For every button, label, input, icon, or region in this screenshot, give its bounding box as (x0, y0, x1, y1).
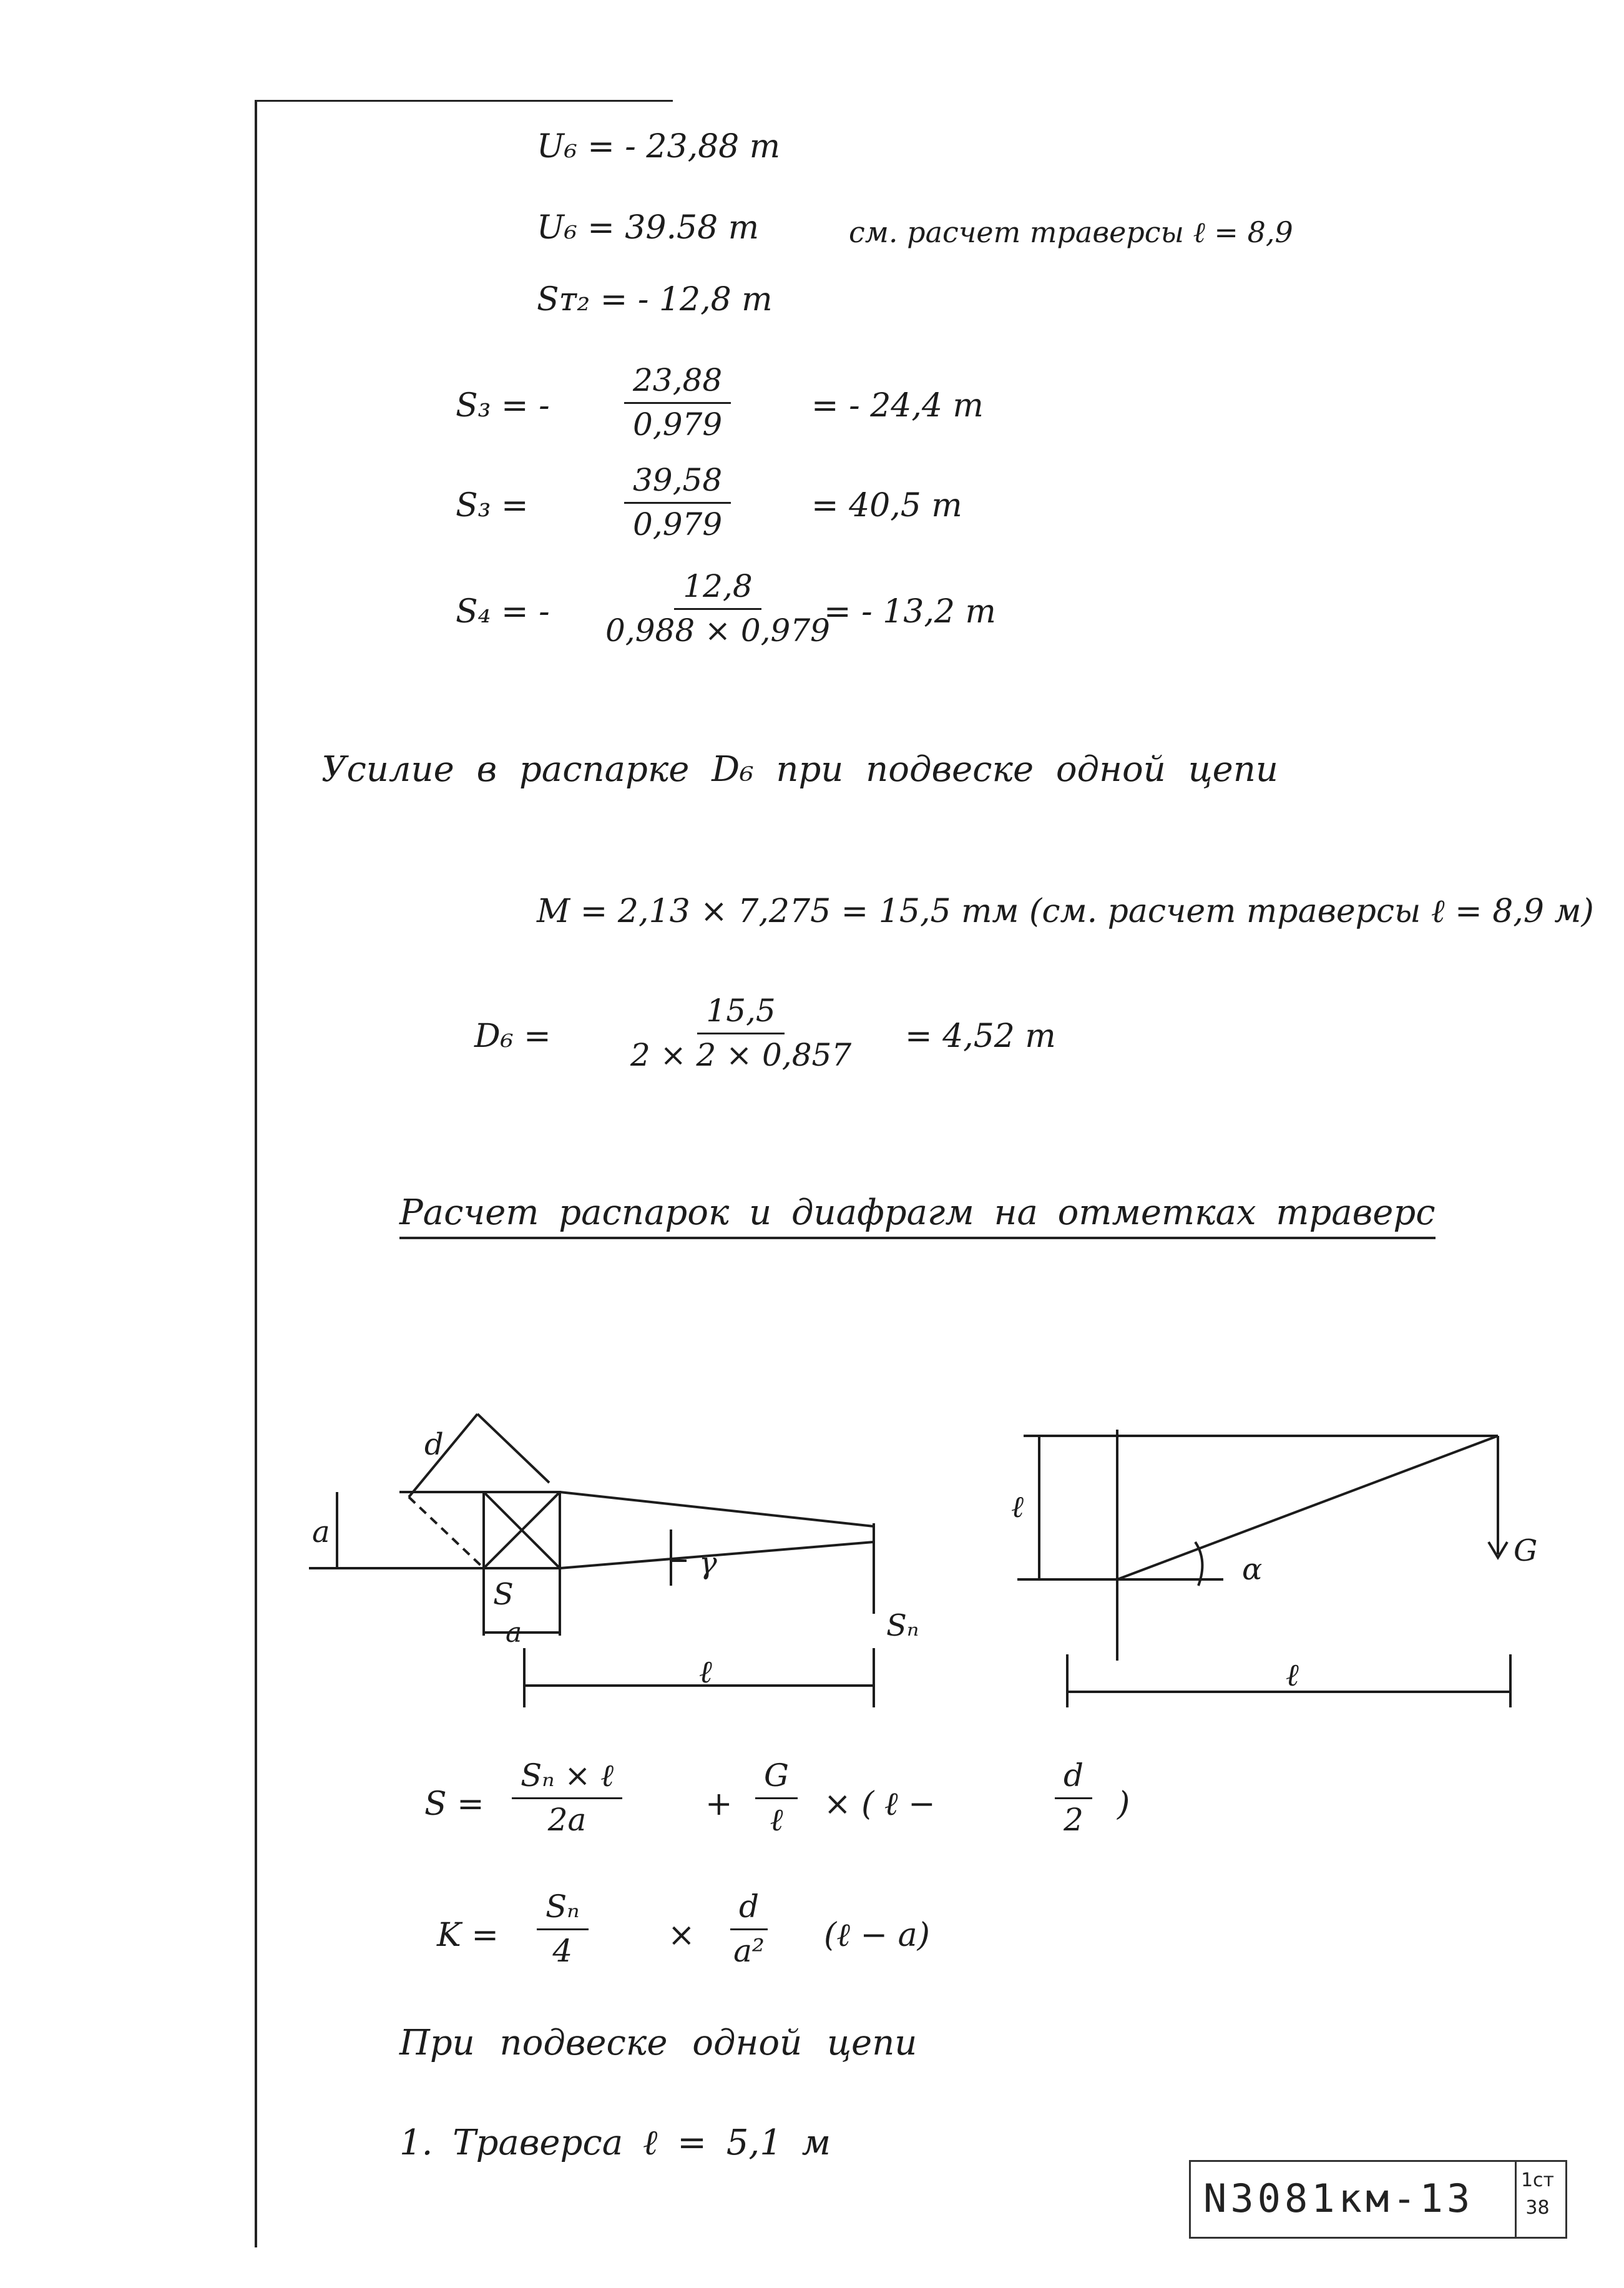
formula-s-frac2-num: G (755, 1757, 798, 1799)
formula-k-frac2-den: a² (733, 1933, 765, 1969)
formula-s-plus: + (705, 1785, 733, 1823)
stamp-number: N3081км-13 (1203, 2176, 1474, 2221)
d6-rhs: = 4,52 т (905, 1018, 1056, 1055)
formula-s-frac3-num: d (1055, 1757, 1092, 1799)
s3b-lhs: S₃ = (456, 487, 529, 524)
formula-k-frac2-num: d (730, 1888, 768, 1930)
label-b: ℓ (1011, 1490, 1024, 1525)
label-l2: ℓ (1286, 1657, 1299, 1693)
dim-d-dashed (409, 1497, 484, 1568)
d6-denominator: 2 × 2 × 0,857 (630, 1037, 852, 1073)
left-diagram-labels (312, 1427, 919, 1690)
line-u6-positive: U₆ = 39.58 т (537, 209, 760, 247)
dim-d-line (477, 1414, 549, 1483)
item-traverse: 1. Траверса ℓ = 5,1 м (399, 2123, 831, 2163)
formula-s-frac1-den: 2a (547, 1802, 587, 1838)
s3b-numerator: 39,58 (624, 462, 731, 504)
formula-k-frac1-num: Sₙ (537, 1888, 589, 1930)
label-sn: Sₙ (886, 1608, 919, 1643)
section-heading: Расчет распарок и диафрагм на отметках траверс (399, 1192, 1436, 1239)
label-g: G (1514, 1533, 1538, 1568)
formula-k-times: × (668, 1917, 695, 1954)
left-diagram (309, 1414, 874, 1707)
label-a-vertical: a (312, 1515, 330, 1549)
sentence-one-chain: При подвеске одной цепи (399, 2023, 917, 2063)
formula-k-lhs: K = (437, 1917, 499, 1954)
label-a: a (506, 1617, 522, 1649)
formula-s-frac3-den: 2 (1064, 1802, 1083, 1838)
formula-k-frac1 (537, 1888, 589, 1969)
stamp-divider (1515, 2162, 1517, 2237)
formula-s-mid: × ( ℓ − (824, 1785, 936, 1823)
s4-numerator: 12,8 (674, 568, 761, 610)
formula-k-frac2 (730, 1888, 768, 1969)
formula-s-frac2-den: ℓ (770, 1802, 783, 1838)
stamp-page (1521, 2167, 1554, 2222)
stamp-page-top: 1ст (1520, 2169, 1554, 2191)
formula-k-end: (ℓ − a) (824, 1917, 930, 1954)
moment-line: M = 2,13 × 7,275 = 15,5 тм (см. расчет траверсы ℓ = 8,9 м) (537, 893, 1594, 930)
line-u6-negative: U₆ = - 23,88 т (537, 128, 781, 165)
document-stamp (1189, 2160, 1567, 2239)
s3b-rhs: = 40,5 т (811, 487, 962, 524)
d6-numerator: 15,5 (697, 993, 784, 1034)
formula-s-end: ) (1117, 1785, 1130, 1823)
formula-s-frac1 (512, 1757, 622, 1838)
formula-s-frac2 (755, 1757, 798, 1838)
formula-s-frac1-num: Sₙ × ℓ (512, 1757, 622, 1799)
label-d: d (424, 1427, 444, 1462)
formula-s-lhs: S = (424, 1785, 484, 1823)
formula-k-frac1-den: 4 (552, 1933, 573, 1969)
s4-lhs: S₄ = - (456, 593, 550, 631)
stamp-page-bottom: 38 (1525, 2197, 1550, 2219)
line-st2: Sᴛ₂ = - 12,8 т (537, 281, 773, 318)
right-diagram (1017, 1430, 1510, 1707)
label-l: ℓ (699, 1654, 712, 1690)
s3a-lhs: S₃ = - (456, 387, 550, 425)
label-alpha: α (1242, 1552, 1263, 1587)
label-s: S (493, 1577, 514, 1612)
sentence-effort: Усилие в распарке D₆ при подвеске одной цепи (321, 749, 1278, 790)
inclined-rod (1117, 1436, 1498, 1579)
label-gamma: γ (699, 1546, 717, 1581)
d6-lhs: D₆ = (474, 1018, 551, 1055)
s4-rhs: = - 13,2 т (824, 593, 996, 631)
s4-denominator: 0,988 × 0,979 (605, 612, 830, 649)
s3a-numerator: 23,88 (624, 362, 731, 404)
s3a-denominator: 0,979 (633, 406, 723, 443)
line-u6-note: см. расчет траверсы ℓ = 8,9 (849, 215, 1293, 249)
beam-top-chord (560, 1492, 874, 1526)
formula-s-frac3 (1055, 1757, 1092, 1838)
s3a-rhs: = - 24,4 т (811, 387, 984, 425)
s3b-denominator: 0,979 (633, 506, 723, 543)
